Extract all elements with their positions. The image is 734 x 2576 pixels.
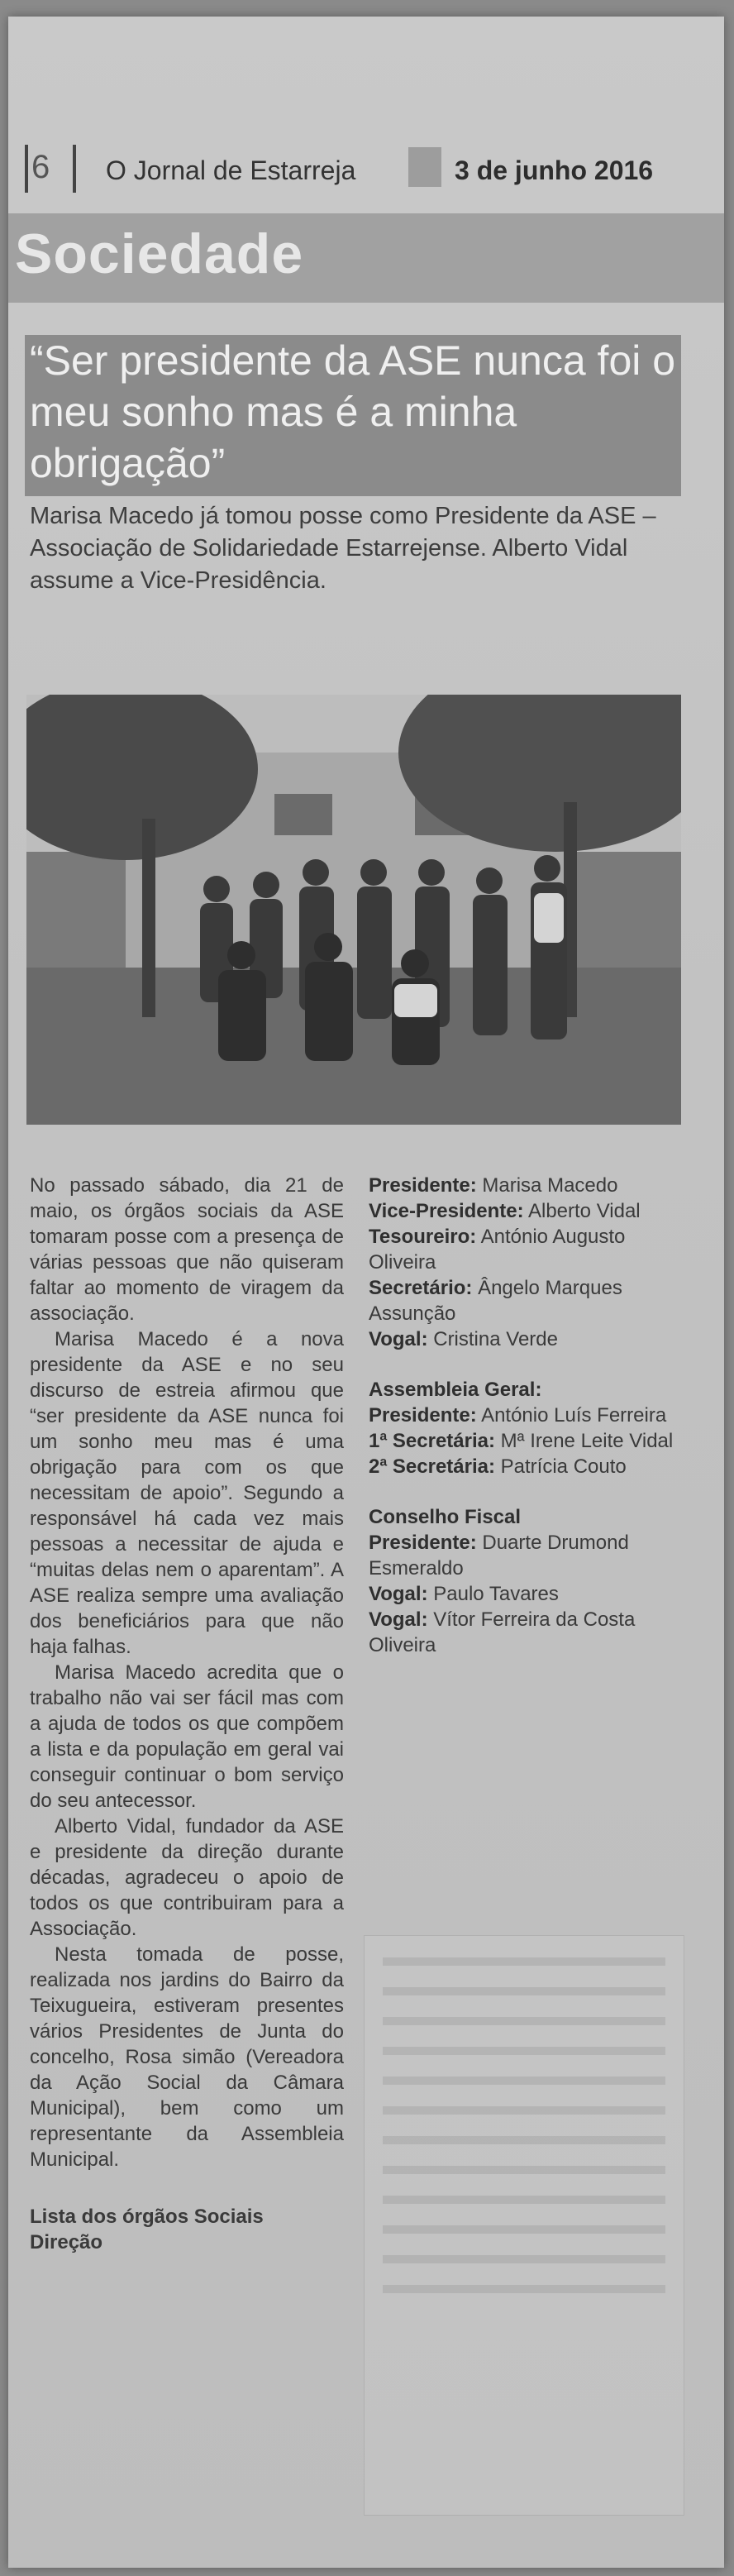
body-paragraph: Nesta tomada de posse, realizada nos jardins do Bairro da Teixugueira, estiveram presentes vários Presidentes de Junta do concelho, Rosa simão (Vereadora da Ação Social da Câmara Municipal), bem como um representante da Assembleia Municipal.	[30, 1943, 344, 2171]
member-name: Ângelo Marques Assunção	[369, 1277, 622, 1325]
body-paragraph: No passado sábado, dia 21 de maio, os órgãos sociais da ASE tomaram posse com a presença de várias pessoas que não quiseram faltar ao momento de viragem da associação.	[30, 1174, 344, 1325]
role-label: Tesoureiro:	[369, 1226, 477, 1248]
list-heading-text: Lista dos órgãos Sociais	[30, 2206, 264, 2228]
member-name: Mª Irene Leite Vidal	[500, 1430, 674, 1452]
member-name: Marisa Macedo	[482, 1174, 618, 1197]
role-label: 1ª Secretária:	[369, 1430, 495, 1452]
role-label: Presidente:	[369, 1174, 477, 1197]
page-number-bar-left	[25, 145, 28, 193]
body-paragraph: Alberto Vidal, fundador da ASE e presidente da direção durante décadas, agradeceu o apoio de todos os que contribuiram para a Associação.	[30, 1815, 344, 1940]
member-name: Patrícia Couto	[500, 1455, 627, 1478]
direcao-item	[369, 1326, 683, 1352]
member-name: Paulo Tavares	[433, 1583, 559, 1605]
role-label: Vogal:	[369, 1608, 428, 1631]
role-label: Vice-Presidente:	[369, 1200, 524, 1222]
role-label: Vogal:	[369, 1583, 428, 1605]
direcao-item	[369, 1224, 683, 1275]
newspaper-name: O Jornal de Estarreja	[106, 155, 356, 185]
bleed-through-panel	[364, 1935, 684, 2516]
direcao-item	[369, 1275, 683, 1326]
body-paragraph: Marisa Macedo acredita que o trabalho não vai ser fácil mas com a ajuda de todos os que compõem a lista e da população em geral vai conseguir continuar o bom serviço do seu antecessor.	[30, 1661, 344, 1812]
article-lead: Marisa Macedo já tomou posse como Presidente da ASE – Associação de Solidariedade Estarrejense. Alberto Vidal assume a Vice-Presidência.	[30, 503, 656, 594]
member-name: António Luís Ferreira	[481, 1404, 667, 1427]
article-headline: “Ser presidente da ASE nunca foi o meu sonho mas é a minha obrigação”	[30, 337, 676, 486]
member-name: Vítor Ferreira da Costa Oliveira	[369, 1608, 636, 1656]
role-label: Presidente:	[369, 1532, 477, 1554]
group-photo	[26, 695, 681, 1125]
role-label: Vogal:	[369, 1328, 428, 1350]
page-number: 6	[31, 149, 50, 185]
list-heading	[30, 2204, 344, 2255]
role-label: Secretário:	[369, 1277, 473, 1299]
member-name: Cristina Verde	[433, 1328, 558, 1350]
member-name: Duarte Drumond Esmeraldo	[369, 1532, 629, 1580]
direcao-item	[369, 1198, 683, 1224]
assembleia-item	[369, 1403, 683, 1428]
member-name: António Augusto Oliveira	[369, 1226, 626, 1274]
board-list	[369, 1173, 683, 1658]
article-body	[30, 1173, 344, 2255]
section-title: Sociedade	[15, 222, 304, 285]
direcao-item	[369, 1173, 683, 1198]
conselho-item	[369, 1581, 683, 1607]
header-square-icon	[408, 147, 441, 187]
conselho-item	[369, 1530, 683, 1581]
issue-date: 3 de junho 2016	[455, 155, 654, 185]
assembleia-item	[369, 1454, 683, 1479]
role-label: 2ª Secretária:	[369, 1455, 495, 1478]
conselho-title: Conselho Fiscal	[369, 1506, 522, 1528]
body-paragraph: Marisa Macedo é a nova presidente da ASE e no seu discurso de estreia afirmou que “ser presidente da ASE nunca foi um sonho meu mas é uma obrigação para com os que necessitam de apoio”. Segundo a responsável há cada vez mais pessoas a necessitar de ajuda e “muitas delas nem o aparentam”. A ASE realiza sempre uma avaliação dos beneficiários para que não haja falhas.	[30, 1328, 344, 1658]
bleed-through-lines	[365, 1957, 684, 2293]
assembleia-title: Assembleia Geral:	[369, 1379, 542, 1401]
role-label: Presidente:	[369, 1404, 477, 1427]
list-subheading: Direção	[30, 2231, 103, 2253]
page-number-bar-right	[73, 145, 76, 193]
member-name: Alberto Vidal	[527, 1200, 641, 1222]
newspaper-page	[8, 17, 724, 2568]
group-photo-illustration	[26, 695, 681, 1125]
assembleia-item	[369, 1428, 683, 1454]
conselho-item	[369, 1607, 683, 1658]
